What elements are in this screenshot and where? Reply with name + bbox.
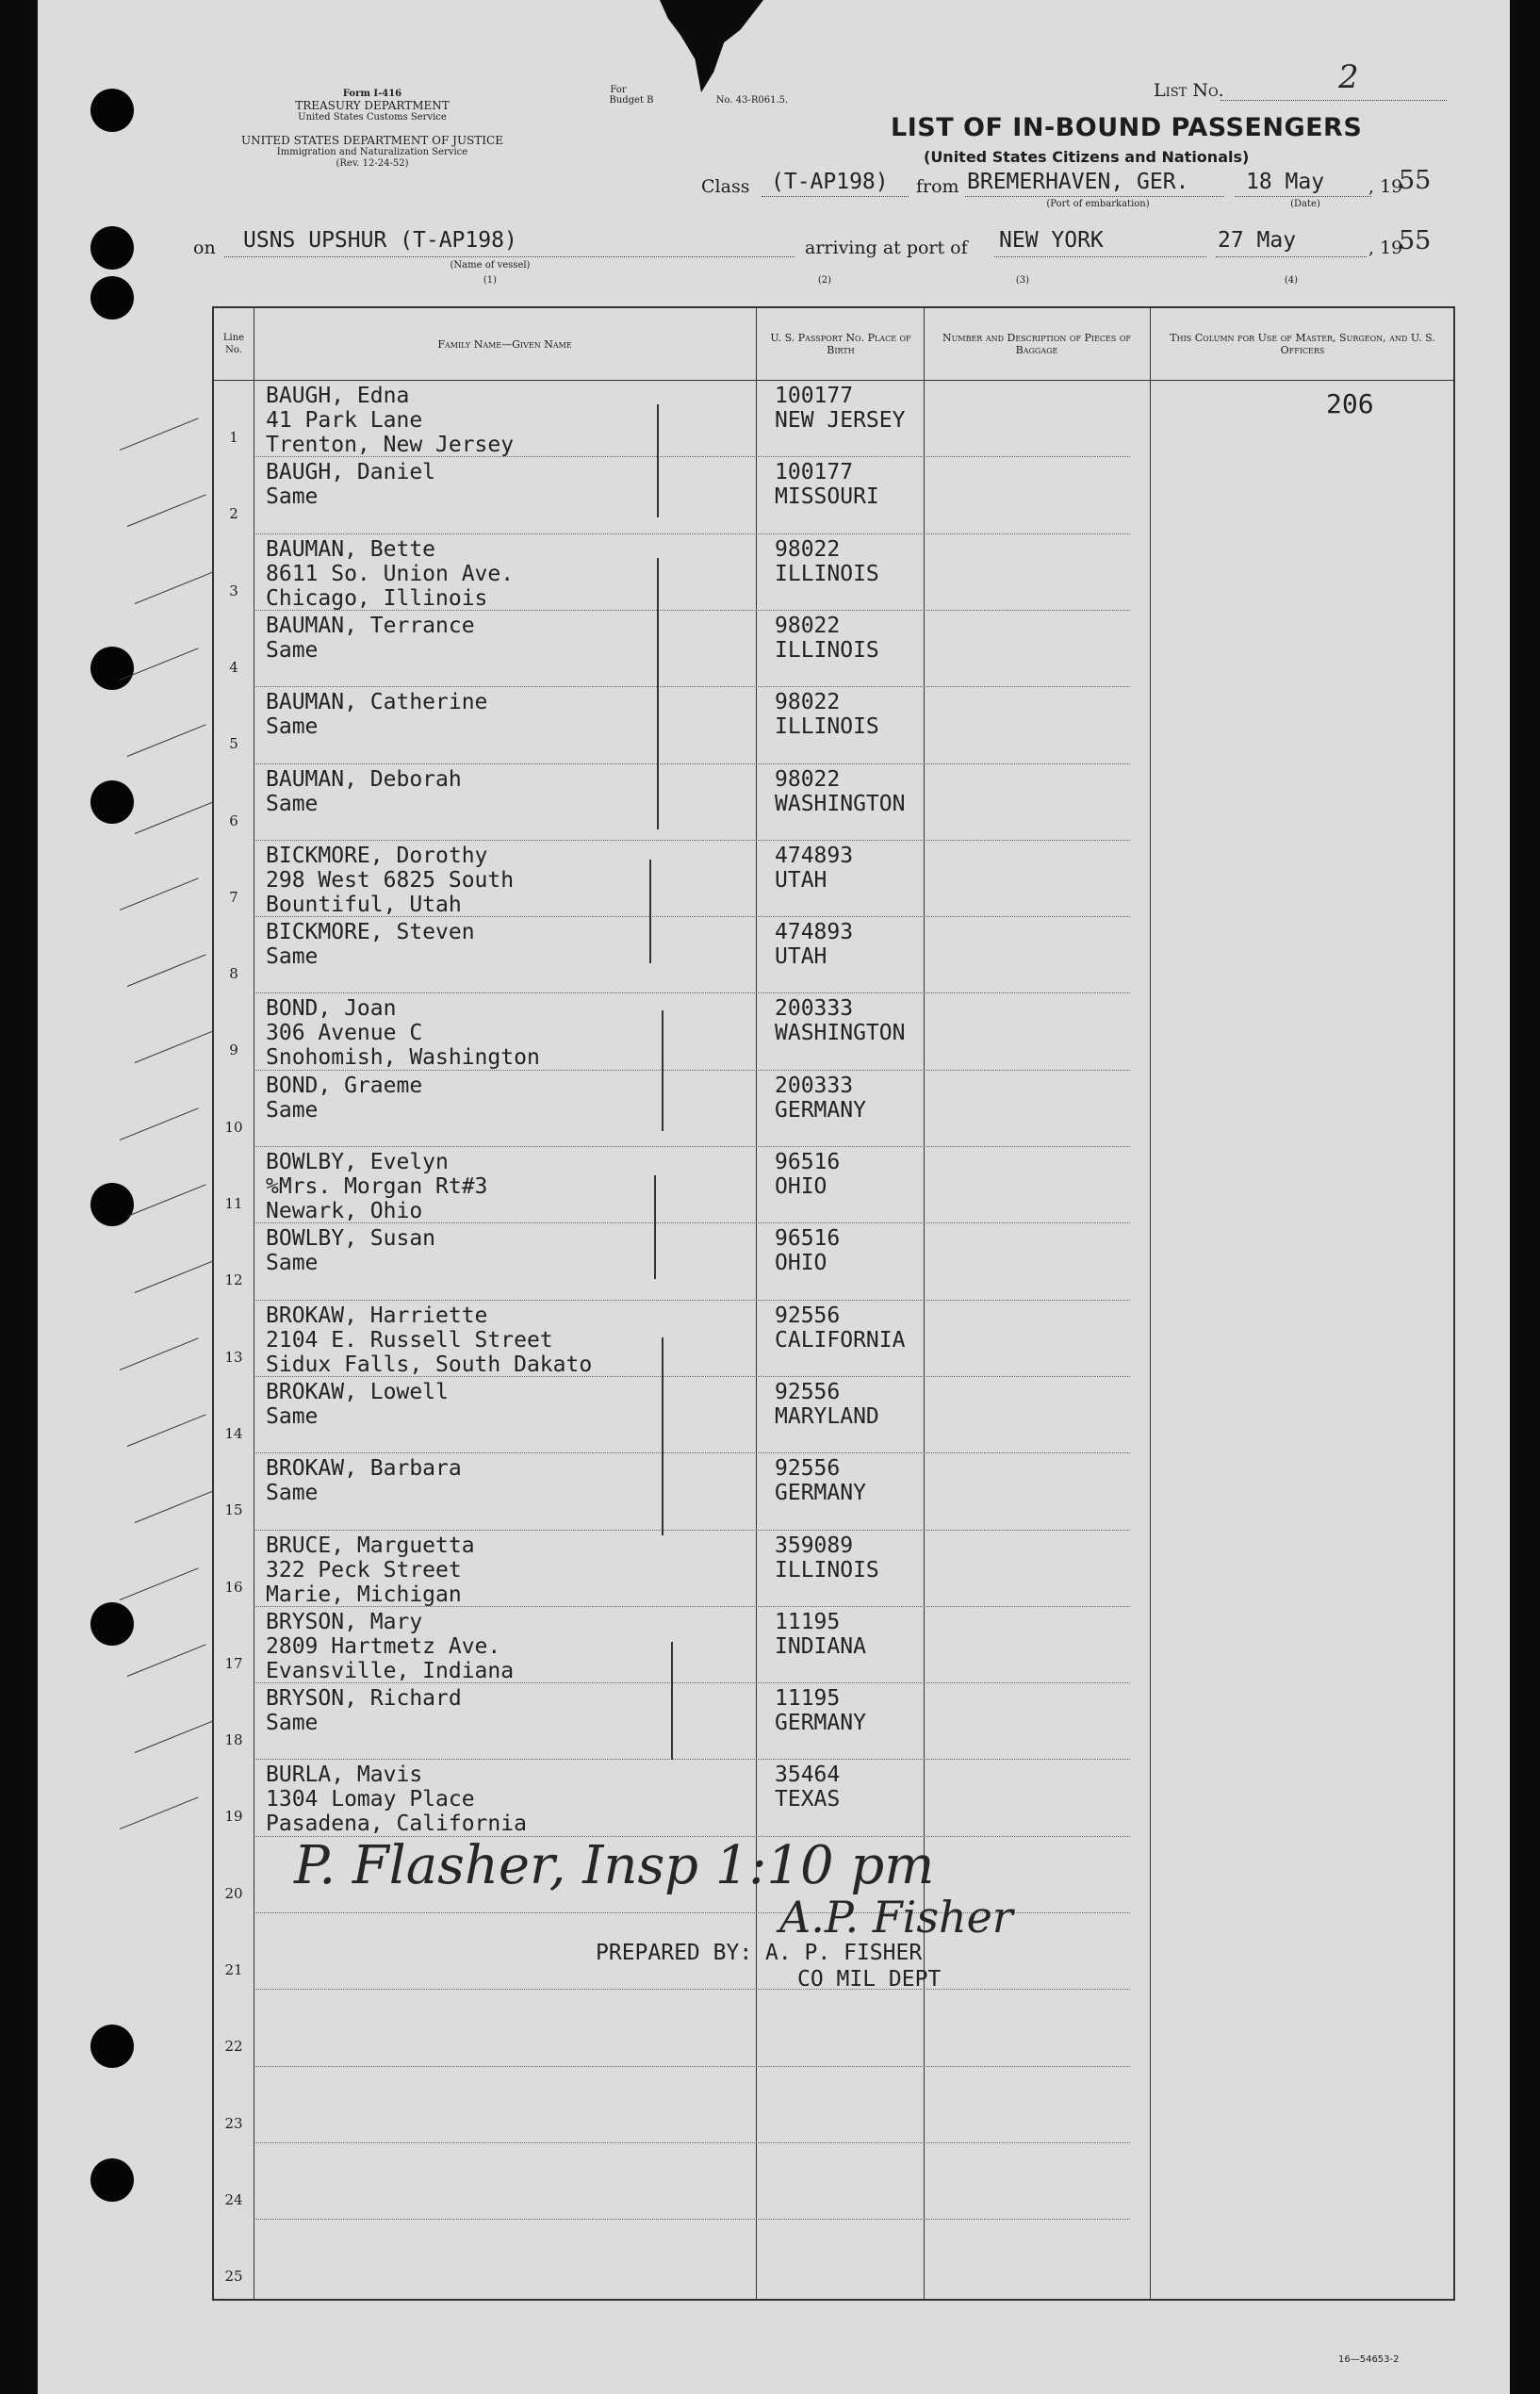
row-rule — [254, 1300, 1130, 1301]
arrival-port-line — [994, 256, 1206, 257]
arrival-date-caption-number: (4) — [1284, 275, 1299, 286]
binder-hole-3 — [90, 276, 134, 320]
col-divider-2 — [756, 308, 757, 2299]
depart-date-line — [1235, 196, 1371, 197]
line-number: 4 — [229, 658, 238, 676]
passenger-entry: BAUGH, Edna 41 Park Lane Trenton, New Jersey — [266, 384, 515, 457]
passenger-entry: BAUMAN, Bette 8611 So. Union Ave. Chicago, Illinois — [266, 536, 515, 611]
depart-year: 55 — [1399, 166, 1432, 195]
footer-code: 16—54653-2 — [1338, 2354, 1400, 2365]
family-brace-bond — [662, 1010, 664, 1131]
row-rule — [254, 2142, 1130, 2143]
depart-date: 18 May — [1246, 170, 1325, 194]
family-brace-bauman — [657, 558, 659, 829]
from-label: from — [916, 176, 959, 197]
date-caption: (Date) — [1290, 199, 1320, 209]
line-number: 23 — [224, 2114, 243, 2132]
passenger-entry: BAUGH, Daniel Same — [266, 460, 436, 510]
passenger-entry: BAUMAN, Catherine Same — [266, 690, 488, 740]
row-rule — [254, 1759, 1130, 1760]
revision-date: (Rev. 12-24-52) — [336, 158, 409, 169]
passport-birthplace: 92556 CALIFORNIA — [775, 1303, 906, 1353]
embark-port: BREMERHAVEN, GER. — [967, 170, 1189, 194]
passenger-entry: BOWLBY, Evelyn %Mrs. Morgan Rt#3 Newark, Ohio — [266, 1150, 488, 1223]
binder-hole-8 — [90, 2025, 134, 2068]
line-number: 14 — [224, 1424, 243, 1442]
line-number: 1 — [229, 429, 238, 446]
passport-birthplace: 98022 ILLINOIS — [775, 690, 879, 740]
col-divider-4 — [1150, 308, 1151, 2299]
passport-birthplace: 35464 TEXAS — [775, 1763, 841, 1812]
line-number: 11 — [224, 1195, 243, 1212]
list-no-value: 2 — [1338, 58, 1359, 96]
immigration-service: Immigration and Naturalization Service — [276, 147, 468, 157]
passenger-entry: BOWLBY, Susan Same — [266, 1226, 436, 1276]
passenger-entry: BROKAW, Harriette 2104 E. Russell Street Sidux Falls, South Dakato — [266, 1303, 593, 1377]
line-number: 5 — [229, 735, 238, 753]
on-label: on — [193, 238, 216, 258]
header-name: Family Name—Given Name — [437, 337, 572, 351]
line-number: 22 — [224, 2038, 243, 2056]
vessel-name: USNS UPSHUR (T-AP198) — [243, 228, 517, 253]
arrival-year-prefix: , 19 — [1368, 238, 1403, 258]
embark-line — [965, 196, 1224, 197]
list-no-line — [1221, 100, 1447, 101]
binder-hole-9 — [90, 2158, 134, 2202]
binder-hole-6 — [90, 1183, 134, 1226]
header-baggage: Number and Description of Pieces of Baggage — [942, 332, 1131, 356]
line-number: 21 — [224, 1961, 243, 1978]
line-number: 25 — [224, 2268, 243, 2286]
family-brace-bryson — [671, 1642, 673, 1760]
line-number: 3 — [229, 582, 238, 599]
passenger-entry: BRUCE, Marguetta 322 Peck Street Marie, Michigan — [266, 1533, 475, 1607]
binder-hole-1 — [90, 89, 134, 132]
header-officers: This Column for Use of Master, Surgeon, and U. S. Officers — [1170, 332, 1435, 356]
binder-hole-4 — [90, 647, 134, 690]
embark-caption: (Port of embarkation) — [1046, 199, 1150, 209]
form-number: Form I-416 — [342, 89, 402, 99]
passenger-entry: BURLA, Mavis 1304 Lomay Place Pasadena, California — [266, 1763, 527, 1837]
line-number: 10 — [224, 1118, 243, 1136]
prepared-by: PREPARED BY: A. P. FISHER — [596, 1941, 923, 1965]
family-brace-baugh — [657, 404, 659, 517]
line-number: 20 — [224, 1884, 243, 1902]
header-line-no: Line No. — [222, 333, 245, 355]
treasury-department: TREASURY DEPARTMENT — [295, 99, 450, 112]
budget-label: Budget B — [609, 95, 654, 106]
row-rule — [254, 1146, 1130, 1147]
customs-service: United States Customs Service — [298, 112, 447, 123]
row-rule — [254, 533, 1130, 534]
passenger-entry: BICKMORE, Dorothy 298 West 6825 South Bountiful, Utah — [266, 843, 515, 917]
line-number: 15 — [224, 1501, 243, 1519]
passport-birthplace: 100177 NEW JERSEY — [775, 384, 906, 433]
officer-note: 206 — [1326, 388, 1374, 419]
passenger-entry: BOND, Joan 306 Avenue C Snohomish, Washington — [266, 996, 540, 1071]
vessel-caption: (Name of vessel) — [450, 260, 531, 271]
budget-top: For — [610, 85, 627, 95]
list-no-label: List No. — [1154, 80, 1224, 101]
passport-birthplace: 359089 ILLINOIS — [775, 1533, 879, 1582]
class-line — [762, 196, 909, 197]
passport-birthplace: 92556 MARYLAND — [775, 1379, 879, 1429]
line-number: 9 — [229, 1041, 238, 1059]
header-passport: U. S. Passport No. Place of Birth — [770, 332, 911, 356]
header-rule — [214, 380, 1453, 381]
row-rule — [254, 840, 1130, 841]
passenger-table — [212, 306, 1455, 2301]
line-number: 17 — [224, 1654, 243, 1672]
family-brace-brokaw — [662, 1337, 664, 1535]
passenger-entry: BAUMAN, Deborah Same — [266, 766, 462, 816]
row-rule — [254, 1452, 1130, 1453]
binder-hole-7 — [90, 1602, 134, 1646]
passport-birthplace: 474893 UTAH — [775, 920, 854, 970]
arriving-label: arriving at port of — [805, 238, 968, 258]
budget-number: No. 43-R061.5. — [715, 95, 789, 106]
family-brace-bickmore — [649, 860, 651, 963]
class-label: Class — [701, 176, 750, 197]
inspector-note: P. Flasher, Insp 1:10 pm — [294, 1835, 935, 1896]
line-number: 16 — [224, 1578, 243, 1596]
line-number: 7 — [229, 888, 238, 906]
passport-birthplace: 11195 GERMANY — [775, 1686, 866, 1736]
line-number: 24 — [224, 2190, 243, 2208]
row-rule — [254, 763, 1130, 764]
passport-birthplace: 474893 UTAH — [775, 843, 854, 893]
row-rule — [254, 1530, 1130, 1531]
col-divider-3 — [924, 308, 925, 2299]
passport-birthplace: 200333 WASHINGTON — [775, 996, 906, 1046]
row-rule — [254, 686, 1130, 687]
family-brace-bowlby — [654, 1175, 656, 1279]
binder-hole-2 — [90, 226, 134, 270]
arrival-date-line — [1216, 256, 1367, 257]
passenger-entry: BOND, Graeme Same — [266, 1073, 423, 1123]
line-number: 8 — [229, 965, 238, 983]
line-number: 2 — [229, 505, 238, 523]
row-rule — [254, 2066, 1130, 2067]
passenger-entry: BROKAW, Barbara Same — [266, 1456, 462, 1506]
passport-birthplace: 98022 WASHINGTON — [775, 766, 906, 816]
line-number: 18 — [224, 1731, 243, 1749]
passenger-entry: BAUMAN, Terrance Same — [266, 613, 475, 663]
arrival-port-caption-number: (3) — [1015, 275, 1030, 286]
arriving-caption-number: (2) — [817, 275, 832, 286]
signature: A.P. Fisher — [779, 1892, 1013, 1943]
line-number: 12 — [224, 1271, 243, 1289]
depart-year-prefix: , 19 — [1368, 176, 1403, 197]
prepared-unit: CO MIL DEPT — [797, 1967, 942, 1992]
passport-birthplace: 96516 OHIO — [775, 1226, 841, 1276]
arrival-year: 55 — [1399, 226, 1432, 255]
row-rule — [254, 2219, 1130, 2220]
line-number: 6 — [229, 812, 238, 829]
form-subtitle: (United States Citizens and Nationals) — [924, 148, 1250, 166]
vessel-line — [224, 256, 795, 257]
passport-birthplace: 96516 OHIO — [775, 1150, 841, 1199]
line-number: 13 — [224, 1348, 243, 1366]
binder-hole-5 — [90, 780, 134, 824]
line-number: 19 — [224, 1808, 243, 1826]
passport-birthplace: 100177 MISSOURI — [775, 460, 879, 510]
arrival-port: NEW YORK — [999, 228, 1104, 253]
passenger-entry: BRYSON, Richard Same — [266, 1686, 462, 1736]
form-title: LIST OF IN-BOUND PASSENGERS — [891, 113, 1363, 142]
passport-birthplace: 92556 GERMANY — [775, 1456, 866, 1506]
arrival-date: 27 May — [1218, 228, 1297, 253]
passport-birthplace: 98022 ILLINOIS — [775, 536, 879, 586]
class-value: (T-AP198) — [771, 170, 889, 194]
row-rule — [254, 992, 1130, 993]
row-rule — [254, 1989, 1130, 1990]
passenger-entry: BRYSON, Mary 2809 Hartmetz Ave. Evansville, Indiana — [266, 1609, 515, 1683]
justice-department: UNITED STATES DEPARTMENT OF JUSTICE — [241, 134, 503, 147]
vessel-caption-number: (1) — [483, 275, 498, 286]
passenger-entry: BICKMORE, Steven Same — [266, 920, 475, 970]
passport-birthplace: 11195 INDIANA — [775, 1609, 866, 1659]
passport-birthplace: 200333 GERMANY — [775, 1073, 866, 1123]
passenger-entry: BROKAW, Lowell Same — [266, 1379, 449, 1429]
passport-birthplace: 98022 ILLINOIS — [775, 613, 879, 663]
